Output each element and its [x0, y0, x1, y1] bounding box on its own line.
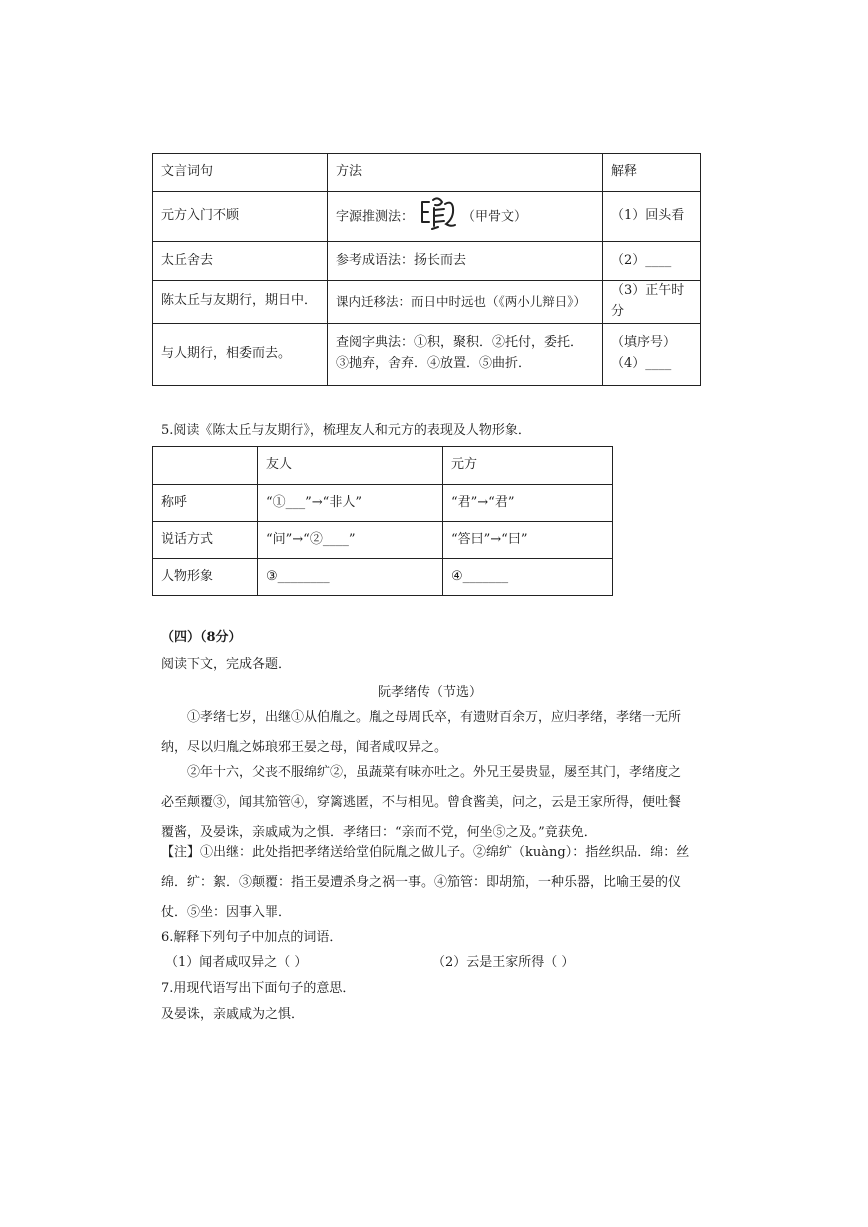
- friend-cell: “问”→“②____”: [258, 522, 443, 559]
- method-line: 查阅字典法：①积，聚积．②托付，委托．: [336, 335, 584, 351]
- passage-line: ①孝绪七岁，出继①从伯胤之。胤之母周氏卒，有遗财百余万，应归孝绪，孝绪一无所: [187, 710, 682, 725]
- instruction-text: 阅读下文，完成各题．: [161, 657, 292, 672]
- question-6-item-1: （1）闻者咸叹异之（ ）: [165, 955, 308, 970]
- answer-cell: （3）正午时分: [603, 281, 701, 324]
- header-cell: 方法: [328, 154, 603, 192]
- method-line: ③抛弃，舍弃．④放置．⑤曲折．: [336, 356, 532, 372]
- row-label: 说话方式: [153, 522, 258, 559]
- friend-cell: “①___”→“非人”: [258, 485, 443, 522]
- note-line: 仗．⑤坐：因事入罪．: [161, 905, 292, 920]
- method-prefix: 字源推测法：: [336, 209, 415, 224]
- answer-text: （1）回头看: [611, 208, 685, 224]
- character-comparison-table: [152, 446, 613, 596]
- phrase-cell: 与人期行，相委而去。: [153, 323, 328, 385]
- answer-line: （填序号）: [611, 335, 677, 351]
- table-header-row: [153, 154, 701, 192]
- header-cell: 友人: [258, 447, 443, 485]
- friend-cell: ③________: [258, 559, 443, 596]
- answer-cell: [603, 323, 701, 385]
- table-row: [153, 281, 701, 324]
- passage-line: ②年十六，父丧不服绵纩②，虽蔬菜有味亦吐之。外兄王晏贵显，屡至其门，孝绪度之: [187, 765, 682, 780]
- yuanfang-cell: ④_______: [443, 559, 613, 596]
- table-row: [153, 242, 701, 281]
- row-label: 人物形象: [153, 559, 258, 596]
- table-row: [153, 485, 613, 522]
- question-5-prompt: 5.阅读《陈太丘与友期行》，梳理友人和元方的表现及人物形象．: [161, 423, 531, 438]
- method-cell: 课内迁移法：而日中时远也（《两小儿辩日》）: [328, 281, 603, 324]
- method-cell: 参考成语法：扬长而去: [328, 242, 603, 281]
- passage-line: 覆酱，及晏诛，亲戚咸为之惧．孝绪曰：“亲而不党，何坐⑤之及。”竟获免．: [161, 825, 597, 840]
- passage-paragraph-1: [161, 703, 721, 763]
- header-cell: 解释: [603, 154, 701, 192]
- passage-line: 必至颠覆③，闻其笳管④，穿篱逃匿，不与相见。曾食酱美，问之，云是王家所得，便吐餐: [161, 795, 682, 810]
- passage-title: 阮孝绪传（节选）: [378, 685, 483, 700]
- question-6-prompt: 6.解释下列句子中加点的词语．: [161, 930, 343, 945]
- table-row: [153, 323, 701, 385]
- yuanfang-cell: “答曰”→“曰”: [443, 522, 613, 559]
- phrase-cell: 太丘舍去: [153, 242, 328, 281]
- passage-paragraph-2: [161, 758, 721, 848]
- vocab-method-table: [152, 153, 701, 386]
- table-row: [153, 559, 613, 596]
- table-row: [153, 192, 701, 242]
- header-cell: [153, 447, 258, 485]
- note-line: 绵．纩：絮．③颠覆：指王晏遭杀身之祸一事。④笳管：即胡笳，一种乐器，比喻王晏的仪: [161, 875, 682, 890]
- question-7-sentence: 及晏诛，亲戚咸为之惧．: [161, 1007, 305, 1022]
- method-cell: [328, 323, 603, 385]
- table-header-row: [153, 447, 613, 485]
- notes-block: [161, 838, 721, 928]
- phrase-cell: 陈太丘与友期行，期日中．: [153, 281, 328, 324]
- oracle-bone-glyph-icon: [418, 196, 458, 238]
- question-6-item-2: （2）云是王家所得（ ）: [432, 955, 575, 970]
- answer-cell: [603, 192, 701, 242]
- question-7-prompt: 7.用现代语写出下面句子的意思．: [161, 981, 356, 996]
- table-row: [153, 522, 613, 559]
- method-cell: [328, 192, 603, 242]
- yuanfang-cell: “君”→“君”: [443, 485, 613, 522]
- passage-line: 纳，尽以归胤之姊琅邪王晏之母，闻者咸叹异之。: [161, 740, 448, 755]
- row-label: 称呼: [153, 485, 258, 522]
- answer-cell: （2）____: [603, 242, 701, 281]
- header-cell: 文言词句: [153, 154, 328, 192]
- header-cell: 元方: [443, 447, 613, 485]
- method-suffix: （甲骨文）: [462, 209, 528, 224]
- note-line: 【注】①出继：此处指把孝绪送给堂伯阮胤之做儿子。②绵纩（kuàng）：指丝织品．绵：丝: [161, 845, 690, 860]
- section-heading: （四）（8分）: [161, 630, 242, 645]
- phrase-cell: 元方入门不顾: [153, 192, 328, 242]
- answer-line: （4）____: [611, 356, 672, 372]
